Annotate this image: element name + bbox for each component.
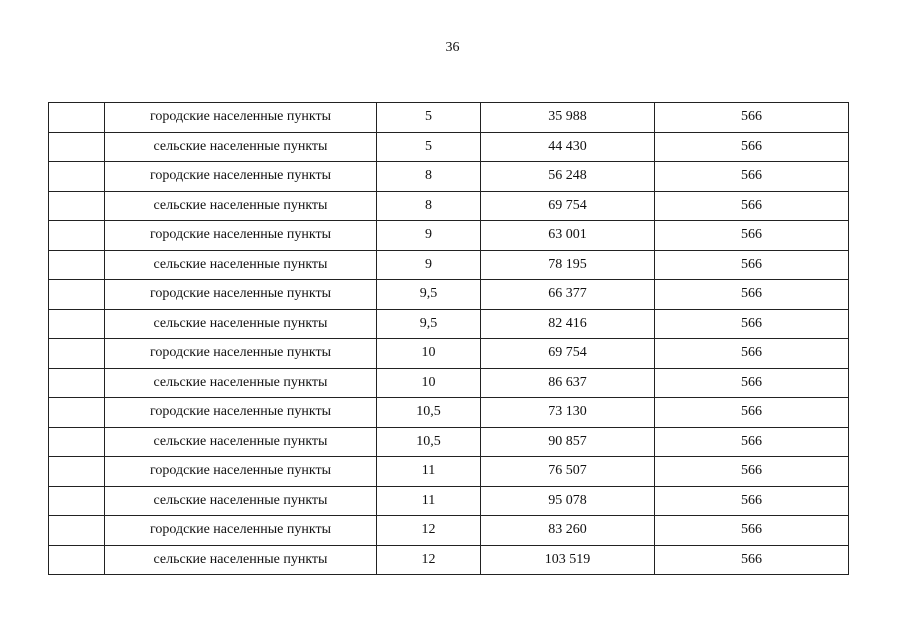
value-cell: 9,5 bbox=[377, 280, 481, 310]
row-blank-cell bbox=[49, 250, 105, 280]
settlement-type-cell: городские населенные пункты bbox=[105, 221, 377, 251]
value-cell: 11 bbox=[377, 486, 481, 516]
row-blank-cell bbox=[49, 280, 105, 310]
amount-cell: 63 001 bbox=[481, 221, 655, 251]
row-blank-cell bbox=[49, 545, 105, 575]
amount-cell: 73 130 bbox=[481, 398, 655, 428]
amount-cell: 76 507 bbox=[481, 457, 655, 487]
table-row bbox=[49, 398, 849, 428]
table-row bbox=[49, 427, 849, 457]
code-cell: 566 bbox=[655, 103, 849, 133]
amount-cell: 83 260 bbox=[481, 516, 655, 546]
settlement-type-cell: городские населенные пункты bbox=[105, 398, 377, 428]
value-cell: 8 bbox=[377, 191, 481, 221]
amount-cell: 56 248 bbox=[481, 162, 655, 192]
value-cell: 9 bbox=[377, 250, 481, 280]
amount-cell: 69 754 bbox=[481, 339, 655, 369]
row-blank-cell bbox=[49, 221, 105, 251]
value-cell: 10,5 bbox=[377, 398, 481, 428]
code-cell: 566 bbox=[655, 545, 849, 575]
code-cell: 566 bbox=[655, 162, 849, 192]
value-cell: 10 bbox=[377, 368, 481, 398]
row-blank-cell bbox=[49, 103, 105, 133]
settlement-type-cell: городские населенные пункты bbox=[105, 162, 377, 192]
code-cell: 566 bbox=[655, 368, 849, 398]
table-row bbox=[49, 162, 849, 192]
code-cell: 566 bbox=[655, 309, 849, 339]
table-row bbox=[49, 339, 849, 369]
row-blank-cell bbox=[49, 427, 105, 457]
table-row bbox=[49, 457, 849, 487]
settlement-type-cell: сельские населенные пункты bbox=[105, 250, 377, 280]
row-blank-cell bbox=[49, 368, 105, 398]
value-cell: 12 bbox=[377, 545, 481, 575]
table-row bbox=[49, 516, 849, 546]
table-row bbox=[49, 103, 849, 133]
value-cell: 10 bbox=[377, 339, 481, 369]
settlement-type-cell: сельские населенные пункты bbox=[105, 132, 377, 162]
value-cell: 12 bbox=[377, 516, 481, 546]
table-row bbox=[49, 280, 849, 310]
row-blank-cell bbox=[49, 191, 105, 221]
settlement-type-cell: городские населенные пункты bbox=[105, 457, 377, 487]
value-cell: 5 bbox=[377, 132, 481, 162]
table-row bbox=[49, 191, 849, 221]
amount-cell: 78 195 bbox=[481, 250, 655, 280]
value-cell: 10,5 bbox=[377, 427, 481, 457]
data-table bbox=[48, 102, 849, 575]
page-number: 36 bbox=[445, 40, 460, 55]
settlement-type-cell: сельские населенные пункты bbox=[105, 486, 377, 516]
settlement-type-cell: сельские населенные пункты bbox=[105, 427, 377, 457]
amount-cell: 90 857 bbox=[481, 427, 655, 457]
amount-cell: 69 754 bbox=[481, 191, 655, 221]
amount-cell: 86 637 bbox=[481, 368, 655, 398]
table-row bbox=[49, 368, 849, 398]
amount-cell: 66 377 bbox=[481, 280, 655, 310]
row-blank-cell bbox=[49, 162, 105, 192]
code-cell: 566 bbox=[655, 132, 849, 162]
table-row bbox=[49, 250, 849, 280]
table-row bbox=[49, 221, 849, 251]
code-cell: 566 bbox=[655, 191, 849, 221]
amount-cell: 82 416 bbox=[481, 309, 655, 339]
settlement-type-cell: сельские населенные пункты bbox=[105, 368, 377, 398]
code-cell: 566 bbox=[655, 398, 849, 428]
row-blank-cell bbox=[49, 486, 105, 516]
row-blank-cell bbox=[49, 457, 105, 487]
settlement-type-cell: городские населенные пункты bbox=[105, 103, 377, 133]
value-cell: 5 bbox=[377, 103, 481, 133]
row-blank-cell bbox=[49, 516, 105, 546]
amount-cell: 95 078 bbox=[481, 486, 655, 516]
value-cell: 11 bbox=[377, 457, 481, 487]
amount-cell: 103 519 bbox=[481, 545, 655, 575]
value-cell: 8 bbox=[377, 162, 481, 192]
row-blank-cell bbox=[49, 398, 105, 428]
settlement-type-cell: городские населенные пункты bbox=[105, 280, 377, 310]
settlement-type-cell: сельские населенные пункты bbox=[105, 191, 377, 221]
amount-cell: 35 988 bbox=[481, 103, 655, 133]
table-row bbox=[49, 309, 849, 339]
table-row bbox=[49, 545, 849, 575]
settlement-type-cell: сельские населенные пункты bbox=[105, 309, 377, 339]
table-row bbox=[49, 486, 849, 516]
code-cell: 566 bbox=[655, 221, 849, 251]
table-row bbox=[49, 132, 849, 162]
code-cell: 566 bbox=[655, 280, 849, 310]
code-cell: 566 bbox=[655, 250, 849, 280]
code-cell: 566 bbox=[655, 339, 849, 369]
settlement-type-cell: сельские населенные пункты bbox=[105, 545, 377, 575]
code-cell: 566 bbox=[655, 486, 849, 516]
table-body bbox=[49, 103, 849, 575]
amount-cell: 44 430 bbox=[481, 132, 655, 162]
row-blank-cell bbox=[49, 132, 105, 162]
settlement-type-cell: городские населенные пункты bbox=[105, 516, 377, 546]
code-cell: 566 bbox=[655, 427, 849, 457]
value-cell: 9 bbox=[377, 221, 481, 251]
code-cell: 566 bbox=[655, 516, 849, 546]
settlement-type-cell: городские населенные пункты bbox=[105, 339, 377, 369]
value-cell: 9,5 bbox=[377, 309, 481, 339]
row-blank-cell bbox=[49, 339, 105, 369]
code-cell: 566 bbox=[655, 457, 849, 487]
row-blank-cell bbox=[49, 309, 105, 339]
